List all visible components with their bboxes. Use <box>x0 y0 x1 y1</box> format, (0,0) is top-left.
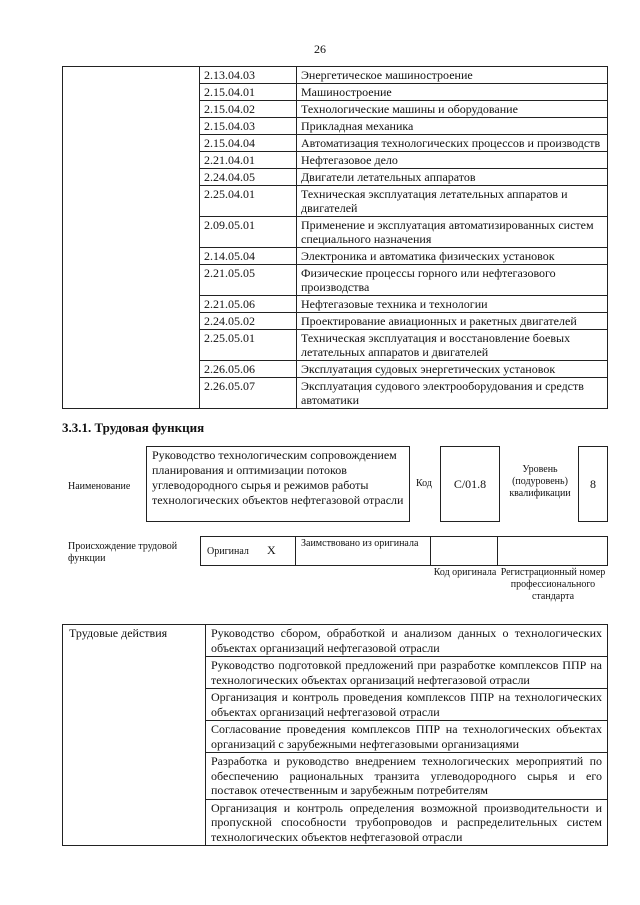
code-original-cell <box>430 536 498 566</box>
specialty-name: Нефтегазовые техника и технологии <box>297 296 608 313</box>
specialty-name: Техническая эксплуатация летательных аппаратов и двигателей <box>297 186 608 217</box>
specialty-code: 2.15.04.02 <box>200 101 297 118</box>
empty-cell <box>63 378 200 409</box>
specialty-code: 2.26.05.06 <box>200 361 297 378</box>
reg-number-cell <box>497 536 608 566</box>
specialty-name: Энергетическое машиностроение <box>297 67 608 84</box>
specialty-name: Проектирование авиационных и ракетных двигателей <box>297 313 608 330</box>
empty-cell <box>63 118 200 135</box>
code-row <box>63 67 608 84</box>
empty-cell <box>63 152 200 169</box>
empty-cell <box>63 186 200 217</box>
labor-action: Согласование проведения комплексов ППР на технологических объектах организаций с зарубежными нефтегазовыми организациями <box>206 721 608 753</box>
specialty-name: Автоматизация технологических процессов и производств <box>297 135 608 152</box>
code-row <box>63 84 608 101</box>
code-label: Код <box>416 478 432 489</box>
specialty-name: Технологические машины и оборудование <box>297 101 608 118</box>
code-row <box>63 378 608 409</box>
code-row <box>63 296 608 313</box>
specialty-name: Машиностроение <box>297 84 608 101</box>
reg-number-caption: Регистрационный номер профессионального стандарта <box>500 567 606 602</box>
original-mark: X <box>267 543 276 557</box>
specialty-code: 2.14.05.04 <box>200 248 297 265</box>
specialty-code: 2.24.05.02 <box>200 313 297 330</box>
specialty-name: Двигатели летательных аппаратов <box>297 169 608 186</box>
specialty-name: Прикладная механика <box>297 118 608 135</box>
code-row <box>63 330 608 361</box>
empty-cell <box>63 84 200 101</box>
specialty-name: Техническая эксплуатация и восстановление боевых летательных аппаратов и двигателей <box>297 330 608 361</box>
code-row <box>63 152 608 169</box>
specialty-code: 2.15.04.01 <box>200 84 297 101</box>
code-row <box>63 101 608 118</box>
specialty-code: 2.21.04.01 <box>200 152 297 169</box>
code-row <box>63 135 608 152</box>
specialty-name: Электроника и автоматика физических установок <box>297 248 608 265</box>
level-label: Уровень (подуровень) квалификации <box>509 464 571 499</box>
code-row <box>63 118 608 135</box>
specialty-code: 2.15.04.03 <box>200 118 297 135</box>
level-value: 8 <box>578 446 608 522</box>
empty-cell <box>63 217 200 248</box>
specialty-code: 2.09.05.01 <box>200 217 297 248</box>
labor-actions-table <box>62 624 608 846</box>
code-row <box>63 265 608 296</box>
specialty-name: Нефтегазовое дело <box>297 152 608 169</box>
empty-cell <box>63 296 200 313</box>
page-number: 26 <box>314 42 326 56</box>
empty-cell <box>63 330 200 361</box>
specialty-code: 2.25.05.01 <box>200 330 297 361</box>
specialty-code: 2.25.04.01 <box>200 186 297 217</box>
empty-cell <box>63 313 200 330</box>
code-row <box>63 313 608 330</box>
original-cell <box>200 536 296 566</box>
empty-cell <box>63 265 200 296</box>
original-label: Оригинал <box>207 546 249 557</box>
specialty-code: 2.24.04.05 <box>200 169 297 186</box>
code-row <box>63 361 608 378</box>
labor-action: Организация и контроль проведения комплексов ППР на технологических объектах организаций нефтегазовой отрасли <box>206 689 608 721</box>
specialty-name: Физические процессы горного или нефтегазового производства <box>297 265 608 296</box>
code-row <box>63 217 608 248</box>
specialty-code: 2.26.05.07 <box>200 378 297 409</box>
specialty-name: Эксплуатация судового электрооборудования и средств автоматики <box>297 378 608 409</box>
code-row <box>63 248 608 265</box>
code-row <box>63 169 608 186</box>
function-code: C/01.8 <box>440 446 500 522</box>
specialty-name: Применение и эксплуатация автоматизированных систем специального назначения <box>297 217 608 248</box>
empty-cell <box>63 67 200 84</box>
labor-action: Организация и контроль определения возможной производительности и пропускной способности трубопроводов и распределительных систем технологических объектов нефтегазовой отрасли <box>206 799 608 846</box>
code-row <box>63 186 608 217</box>
specialty-codes-table <box>62 66 608 409</box>
labor-action: Разработка и руководство внедрением технологических мероприятий по обеспечению рациональных транзита углеводородного сырья и его поставок отечественным и зарубежным потребителям <box>206 753 608 800</box>
code-original-caption: Код оригинала <box>433 567 497 578</box>
labor-action: Руководство сбором, обработкой и анализом данных о технологических объектах организаций нефтегазовой отрасли <box>206 625 608 657</box>
function-name: Руководство технологическим сопровождением планирования и оптимизации потоков углеводородного сырья и режимов работы технологических объектов нефтегазовой отрасли <box>146 446 410 522</box>
section-title: 3.3.1. Трудовая функция <box>62 420 205 435</box>
empty-cell <box>63 169 200 186</box>
labor-action: Руководство подготовкой предложений при разработке комплексов ППР на технологических объектах организаций нефтегазовой отрасли <box>206 657 608 689</box>
empty-cell <box>63 361 200 378</box>
empty-cell <box>63 101 200 118</box>
borrowed-cell: Заимствовано из оригинала <box>295 536 431 566</box>
origin-label: Происхождение трудовой функции <box>68 541 178 564</box>
specialty-code: 2.21.05.05 <box>200 265 297 296</box>
empty-cell <box>63 135 200 152</box>
name-label: Наименование <box>68 481 131 492</box>
specialty-code: 2.21.05.06 <box>200 296 297 313</box>
empty-cell <box>63 248 200 265</box>
actions-label: Трудовые действия <box>63 625 206 846</box>
specialty-code: 2.13.04.03 <box>200 67 297 84</box>
action-row <box>63 625 608 657</box>
specialty-code: 2.15.04.04 <box>200 135 297 152</box>
specialty-name: Эксплуатация судовых энергетических установок <box>297 361 608 378</box>
